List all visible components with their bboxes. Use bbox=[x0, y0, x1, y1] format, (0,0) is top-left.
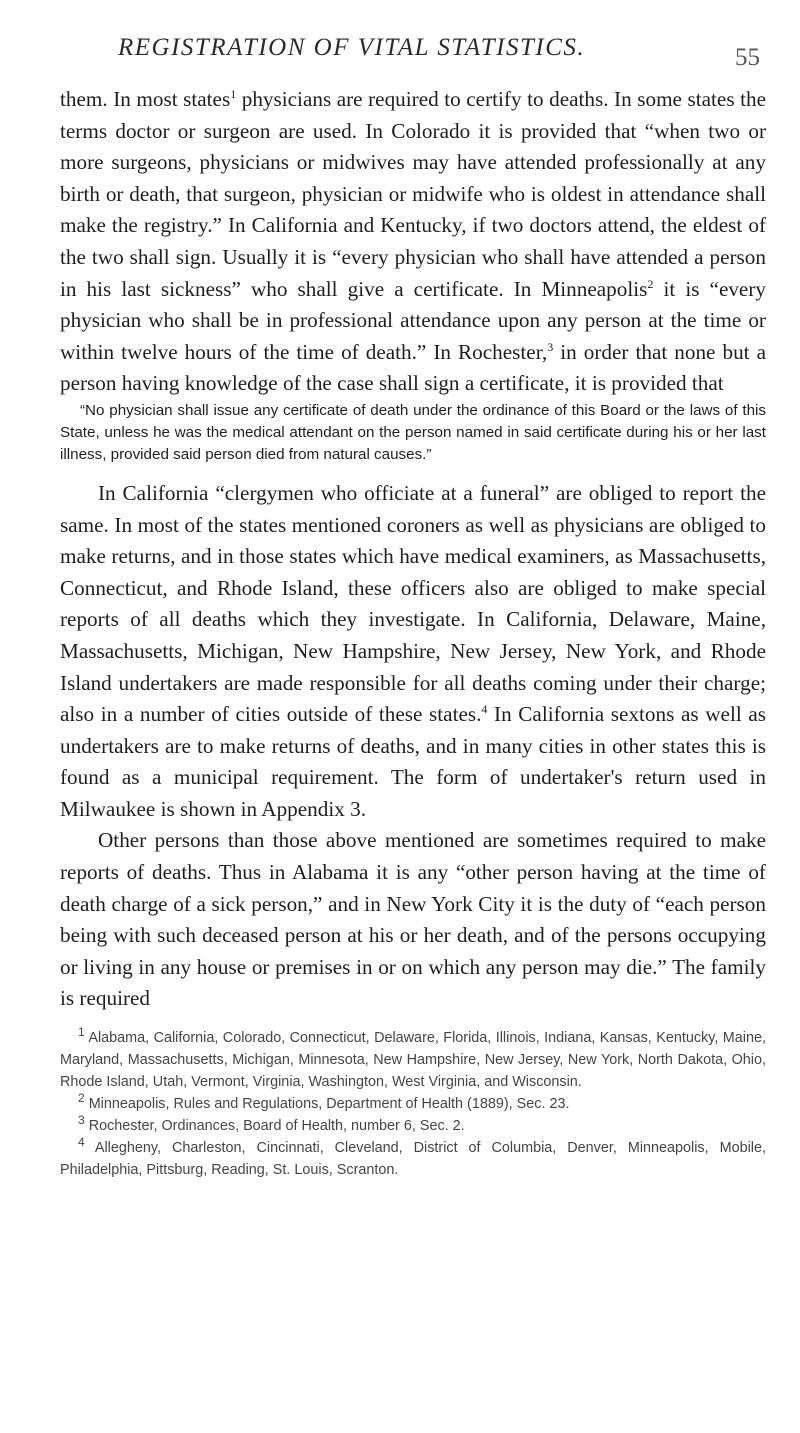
paragraph-other-persons: Other persons than those above mentioned are sometimes required to make reports of deaths. Thus in Alabama it is any “other person having at the time of death charge of a sick person,” and in New York City it is the duty of “each person being with such deceased person at his or her death, and of the persons occupying or living in any house or premises in or on which any person may die.” The family is required bbox=[60, 828, 766, 1011]
footnote-mark: 4 bbox=[78, 1135, 85, 1150]
footnote-ref-3[interactable]: 3 bbox=[547, 339, 554, 354]
paragraph-text: them. In most states bbox=[60, 87, 231, 111]
running-head bbox=[60, 34, 760, 74]
footnote-ref-1[interactable]: 1 bbox=[230, 86, 237, 101]
body-text bbox=[60, 84, 766, 1181]
block-quote: “No physician shall issue any certificate of death under the ordinance of this Board or the laws of this State, unless he was the medical attendant on the person named in said certificate during his or her last illness, provided said person died from natural causes.” bbox=[60, 401, 766, 463]
footnote-mark: 1 bbox=[78, 1025, 85, 1040]
running-head-title: REGISTRATION OF VITAL STATISTICS. bbox=[118, 34, 586, 61]
footnote-text: Rochester, Ordinances, Board of Health, number 6, Sec. 2. bbox=[88, 1118, 465, 1135]
paragraph-text: In California “clergymen who officiate at a funeral” are obliged to report the same. In most of the states mentioned coroners as well as physicians are obliged to make returns, and in those states which have medical examiners, as Massachusetts, Connecticut, and Rhode Island, these officers also are obliged to make special reports of all deaths which they investigate. In California, Delaware, Maine, Massachusetts, Michigan, New Hampshire, New Jersey, New York, and Rhode Island undertakers are made responsible for all deaths coming under their charge; also in a number of cities outside of these states. bbox=[60, 480, 766, 727]
paragraph-text: it is “every physician who shall be in professional attendance upon any person at the time or within twelve hours of the time of death.” In Rochester, bbox=[60, 276, 766, 364]
page-number: 55 bbox=[735, 44, 760, 71]
paragraph-text: physicians are required to certify to deaths. In some states the terms doctor or surgeon are used. In Colorado it is provided that “when two or more surgeons, physicians or midwives may have attended professionally at any birth or death, that surgeon, physician or midwife who is oldest in attendance shall make the registry.” In California and Kentucky, if two doctors attend, the eldest of the two shall sign. Usually it is “every physician who shall have attended a person in his last sickness” who shall give a certificate. In Minneapolis bbox=[60, 87, 766, 301]
paragraph-clergymen bbox=[60, 478, 766, 826]
paragraph-text: In California sextons as well as undertakers are to make returns of deaths, and in many cities in other states this is found as a municipal requirement. The form of undertaker's return used in Milwaukee is shown in Appendix 3. bbox=[60, 702, 766, 821]
footnote-1 bbox=[60, 1027, 766, 1093]
footnote-3 bbox=[60, 1115, 766, 1137]
footnote-2 bbox=[60, 1093, 766, 1115]
footnotes bbox=[60, 1027, 766, 1181]
footnote-mark: 3 bbox=[78, 1113, 85, 1128]
footnote-mark: 2 bbox=[78, 1091, 85, 1106]
paragraph-physicians bbox=[60, 84, 766, 400]
footnote-4 bbox=[60, 1137, 766, 1181]
footnote-ref-2[interactable]: 2 bbox=[647, 276, 654, 291]
paragraph-text: in order that none but a person having knowledge of the case shall sign a certificate, it is provided that bbox=[60, 339, 766, 396]
footnote-ref-4[interactable]: 4 bbox=[481, 702, 488, 717]
footnote-text: Allegheny, Charleston, Cincinnati, Cleveland, District of Columbia, Denver, Minneapolis, Mobile, Philadelphia, Pittsburg, Reading, St. Louis, Scranton. bbox=[60, 1140, 766, 1179]
footnote-text: Alabama, California, Colorado, Connecticut, Delaware, Florida, Illinois, Indiana, Kansas, Kentucky, Maine, Maryland, Massachusetts, Michigan, Minnesota, New Hampshire, New Jersey, New York, North Dakota, Ohio, Rhode Island, Utah, Vermont, Virginia, Washington, West Virginia, and Wisconsin. bbox=[60, 1030, 766, 1091]
footnote-text: Minneapolis, Rules and Regulations, Department of Health (1889), Sec. 23. bbox=[88, 1096, 570, 1113]
